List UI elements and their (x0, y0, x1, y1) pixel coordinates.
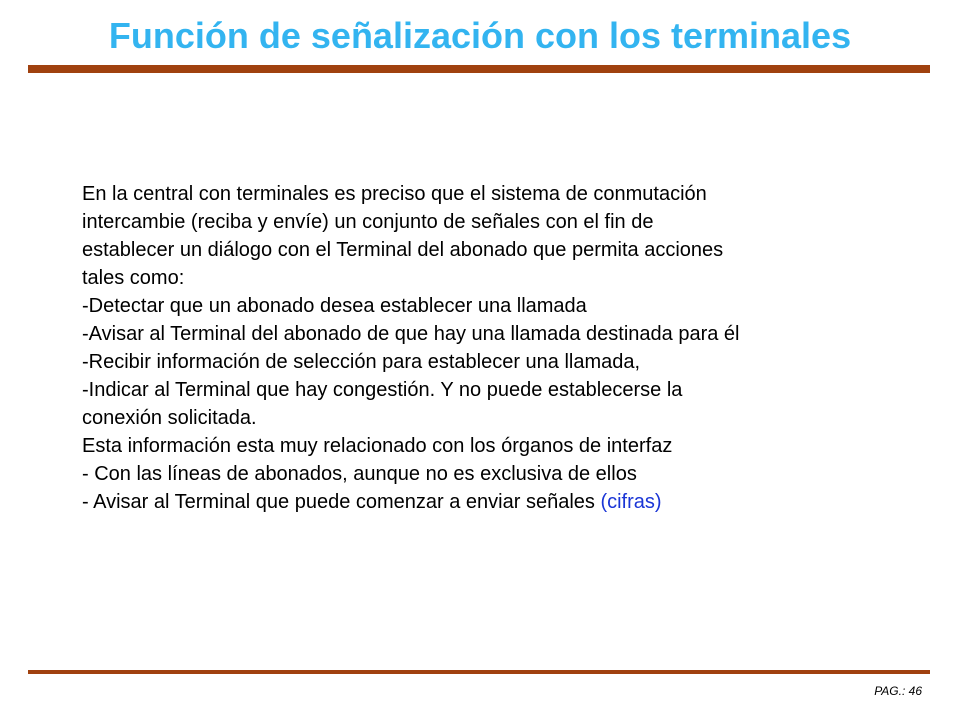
footer-divider (28, 670, 930, 674)
body-line: establecer un diálogo con el Terminal del abonado que permita acciones (82, 239, 724, 261)
body-line-last (82, 488, 882, 516)
cifras-link[interactable]: (cifras) (600, 491, 662, 513)
body-line: -Avisar al Terminal del abonado de que hay una llamada destinada para él (82, 323, 740, 345)
body-line: -Detectar que un abonado desea establecer una llamada (82, 295, 587, 317)
body-line: En la central con terminales es preciso que el sistema de conmutación (82, 183, 707, 205)
body-line: -Recibir información de selección para establecer una llamada, (82, 351, 641, 373)
body-line: intercambie (reciba y envíe) un conjunto de señales con el fin de (82, 211, 654, 233)
body-text (82, 180, 882, 516)
page-number: PAG.: 46 (874, 684, 922, 698)
slide-title: Función de señalización con los terminales (108, 15, 852, 56)
title-divider (28, 65, 930, 73)
body-line: conexión solicitada. (82, 407, 257, 429)
body-line: - Con las líneas de abonados, aunque no es exclusiva de ellos (82, 463, 637, 485)
body-line: -Indicar al Terminal que hay congestión. Y no puede establecerse la (82, 379, 683, 401)
body-line-last-text: - Avisar al Terminal que puede comenzar a enviar señales (82, 491, 601, 513)
body-line: Esta información esta muy relacionado con los órganos de interfaz (82, 435, 673, 457)
body-line: tales como: (82, 267, 185, 289)
